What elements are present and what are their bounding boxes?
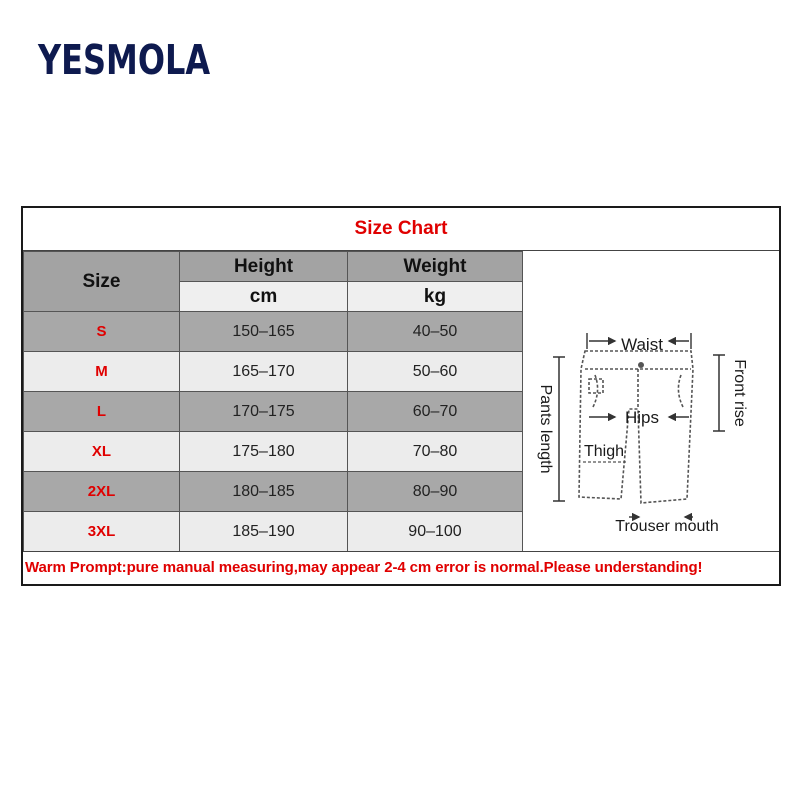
size-cell: L — [24, 392, 180, 432]
size-chart-title: Size Chart — [23, 208, 779, 251]
warm-prompt-note: Warm Prompt:pure manual measuring,may appear 2-4 cm error is normal.Please understanding! — [23, 551, 779, 584]
weight-column-header: Weight — [348, 252, 523, 282]
weight-cell: 80–90 — [348, 472, 523, 512]
size-chart — [21, 206, 781, 586]
weight-unit: kg — [348, 282, 523, 312]
size-cell: M — [24, 352, 180, 392]
height-cell: 165–170 — [180, 352, 348, 392]
shorts-diagram — [523, 251, 779, 551]
trouser-mouth-label: Trouser mouth — [615, 518, 719, 535]
weight-cell: 50–60 — [348, 352, 523, 392]
size-table — [23, 251, 523, 552]
table-row — [24, 312, 523, 352]
height-cell: 180–185 — [180, 472, 348, 512]
brand-logo: YESMOLA — [38, 36, 211, 84]
front-rise-label: Front rise — [731, 359, 748, 427]
table-row — [24, 352, 523, 392]
height-cell: 170–175 — [180, 392, 348, 432]
table-row — [24, 432, 523, 472]
header-row — [24, 252, 523, 282]
weight-cell: 40–50 — [348, 312, 523, 352]
weight-cell: 60–70 — [348, 392, 523, 432]
weight-cell: 90–100 — [348, 512, 523, 552]
table-row — [24, 472, 523, 512]
height-cell: 175–180 — [180, 432, 348, 472]
size-cell: 2XL — [24, 472, 180, 512]
size-column-header: Size — [24, 252, 180, 312]
table-row — [24, 392, 523, 432]
weight-cell: 70–80 — [348, 432, 523, 472]
pants-length-label: Pants length — [537, 384, 554, 474]
table-row — [24, 512, 523, 552]
thigh-label: Thigh — [584, 443, 625, 460]
size-cell: 3XL — [24, 512, 180, 552]
height-cell: 185–190 — [180, 512, 348, 552]
height-unit: cm — [180, 282, 348, 312]
waist-label: Waist — [621, 335, 663, 354]
measurement-diagram — [522, 251, 779, 551]
hips-label: Hips — [624, 408, 660, 427]
size-cell: XL — [24, 432, 180, 472]
button-icon — [638, 362, 644, 368]
size-cell: S — [24, 312, 180, 352]
height-cell: 150–165 — [180, 312, 348, 352]
height-column-header: Height — [180, 252, 348, 282]
shorts-icon — [579, 351, 693, 503]
